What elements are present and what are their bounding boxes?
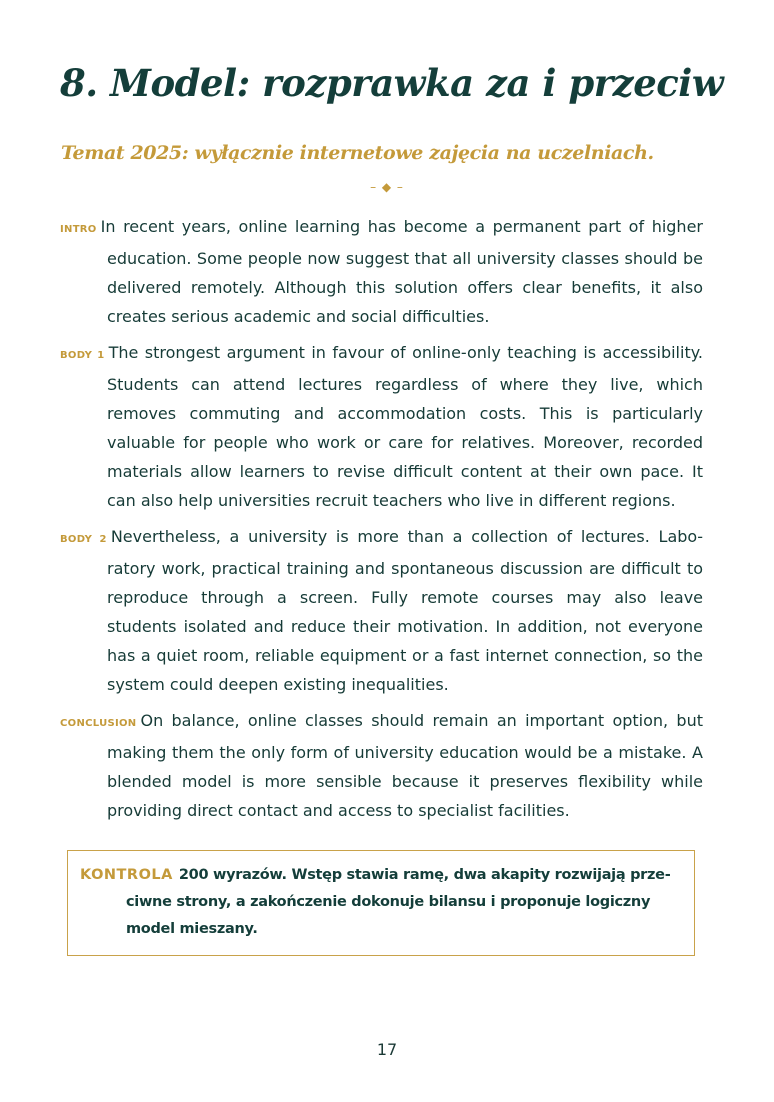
page-number: 17 [376, 1040, 398, 1059]
essay-topic: Temat 2025: wyłącznie internetowe zajęcia na uczelniach. [61, 142, 654, 164]
ornament-divider: – ◆ – [370, 180, 404, 194]
paragraph-text-body-2: Nevertheless, a university is more than a collection of lectures. Laboratory work, practical training and spontaneous discussion are difficult to reproduce through a screen. Fully remote courses may also leave students isolated and reduce their motivation. In addition, not everyone has a quiet room, reliable equipment or a fast internet connection, so the system could deepen existing inequalities. [107, 527, 703, 694]
control-box-text: 200 wyrazów. Wstęp stawia ramę, dwa akapity rozwijają przeciwne strony, a zakończenie dokonuje bilansu i proponuje logiczny model mieszany. [126, 867, 671, 937]
paragraph-tag-body-2: BODY 2 [60, 534, 107, 545]
paragraph-intro [60, 212, 703, 331]
page-title: 8. Model: rozprawka za i przeciw [60, 61, 724, 105]
paragraph-tag-body-1: BODY 1 [60, 350, 105, 361]
paragraph-tag-intro: INTRO [60, 224, 97, 235]
paragraph-body-1 [60, 338, 703, 515]
paragraph-body-2 [60, 522, 703, 699]
paragraph-tag-conclusion: CONCLUSION [60, 718, 137, 729]
paragraph-conclusion [60, 706, 703, 825]
paragraph-text-conclusion: On balance, online classes should remain an important option, but making them the only form of university education would be a mistake. A blended model is more sensible because it preserves flexibility while providing direct contact and access to specialist facilities. [107, 711, 703, 820]
essay-body [60, 212, 703, 832]
control-box-label: KONTROLA [80, 867, 173, 883]
control-box-text-block [80, 862, 682, 943]
paragraph-text-intro: In recent years, online learning has become a permanent part of higher education. Some people now suggest that all university classes should be delivered remotely. Although this solution offers clear benefits, it also creates serious academic and social difficulties. [100, 217, 703, 326]
control-box [67, 850, 695, 956]
paragraph-text-body-1: The strongest argument in favour of online-only teaching is accessibility. Students can attend lectures regardless of where they live, which removes commuting and accommodation costs. This is particularly valuable for people who work or care for relatives. Moreover, recorded materials allow learners to revise difficult content at their own pace. It can also help universities recruit teachers who live in different regions. [107, 343, 703, 510]
